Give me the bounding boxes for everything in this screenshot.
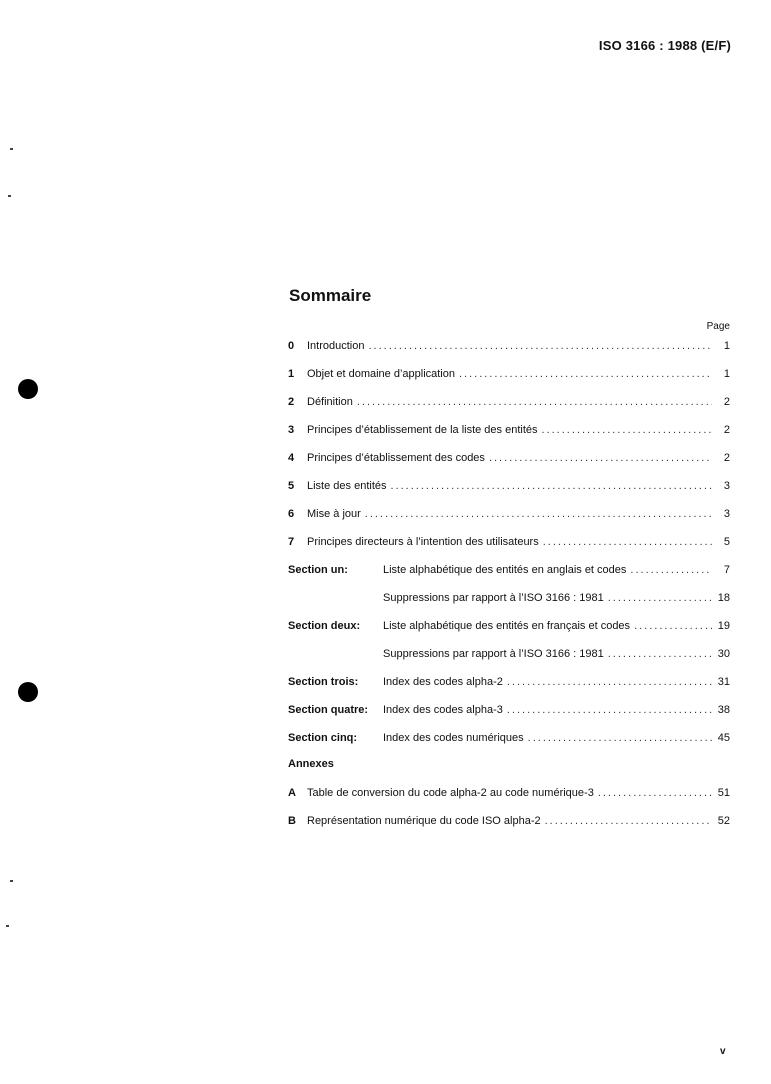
leader-dots [507, 704, 712, 716]
toc-entry-number: 7 [288, 536, 295, 548]
toc-section-entry[interactable] [288, 704, 730, 720]
toc-entry-page: 30 [717, 648, 730, 660]
leader-dots [545, 815, 712, 827]
scan-speck [10, 148, 13, 150]
toc-entry-page: 19 [717, 620, 730, 632]
toc-entry-page: 3 [723, 508, 730, 520]
toc-entry-label: Index des codes alpha-2 [383, 676, 503, 688]
toc-entry-page: 2 [723, 452, 730, 464]
leader-dots [368, 340, 712, 352]
annexes-heading: Annexes [288, 758, 334, 770]
toc-entry-page: 2 [723, 396, 730, 408]
toc-entry-label: Principes d’établissement des codes [307, 452, 485, 464]
toc-entry-page: 51 [717, 787, 730, 799]
leader-dots [365, 508, 712, 520]
toc-entry-label: Suppressions par rapport à l’ISO 3166 : 1981 [383, 648, 604, 660]
toc-entry-page: 5 [723, 536, 730, 548]
document-header: ISO 3166 : 1988 (E/F) [598, 38, 731, 53]
toc-entry-label: Liste des entités [307, 480, 387, 492]
scan-speck [6, 925, 9, 927]
toc-entry-label: Représentation numérique du code ISO alpha-2 [307, 815, 541, 827]
section-name: Section cinq: [288, 732, 358, 744]
toc-entry-page: 38 [717, 704, 730, 716]
toc-entry-page: 52 [717, 815, 730, 827]
toc-entry-label: Suppressions par rapport à l’ISO 3166 : 1981 [383, 592, 604, 604]
toc-entry[interactable] [288, 424, 730, 440]
leader-dots [391, 480, 713, 492]
toc-entry-number: 0 [288, 340, 295, 352]
toc-section-entry[interactable] [288, 564, 730, 580]
scan-speck [10, 880, 13, 882]
toc-annex-entry[interactable] [288, 787, 730, 803]
leader-dots [543, 536, 712, 548]
toc-section-entry[interactable] [288, 592, 730, 608]
toc-entry-label: Liste alphabétique des entités en anglais et codes [383, 564, 627, 576]
section-name: Section un: [288, 564, 348, 576]
toc-entry-page: 3 [723, 480, 730, 492]
toc-entry-number: 1 [288, 368, 295, 380]
leader-dots [608, 648, 712, 660]
toc-entry-page: 31 [717, 676, 730, 688]
toc-entry-label: Index des codes alpha-3 [383, 704, 503, 716]
toc-entry-label: Table de conversion du code alpha-2 au code numérique-3 [307, 787, 594, 799]
annex-letter: A [288, 787, 296, 799]
page-number: v [720, 1046, 726, 1057]
leader-dots [459, 368, 712, 380]
punch-hole [18, 682, 38, 702]
page-column-header: Page [706, 321, 730, 332]
toc-entry-label: Objet et domaine d’application [307, 368, 455, 380]
leader-dots [608, 592, 712, 604]
toc-entry-number: 2 [288, 396, 295, 408]
leader-dots [357, 396, 712, 408]
toc-entry-label: Mise à jour [307, 508, 361, 520]
toc-entry-number: 3 [288, 424, 295, 436]
toc-entry-label: Index des codes numériques [383, 732, 524, 744]
punch-hole [18, 379, 38, 399]
toc-section-entry[interactable] [288, 620, 730, 636]
toc-entry-page: 2 [723, 424, 730, 436]
toc-entry[interactable] [288, 508, 730, 524]
toc-entry[interactable] [288, 396, 730, 412]
section-name: Section trois: [288, 676, 359, 688]
section-name: Section quatre: [288, 704, 369, 716]
toc-entry[interactable] [288, 452, 730, 468]
leader-dots [634, 620, 712, 632]
toc-entry-label: Définition [307, 396, 353, 408]
scan-speck [8, 195, 11, 197]
leader-dots [542, 424, 712, 436]
toc-section-entry[interactable] [288, 732, 730, 748]
toc-entry-page: 7 [723, 564, 730, 576]
toc-entry-label: Principes directeurs à l’intention des utilisateurs [307, 536, 539, 548]
toc-entry-label: Principes d’établissement de la liste des entités [307, 424, 538, 436]
annex-letter: B [288, 815, 296, 827]
toc-entry-page: 1 [723, 368, 730, 380]
toc-section-entry[interactable] [288, 648, 730, 664]
toc-entry-number: 5 [288, 480, 295, 492]
toc-entry-number: 4 [288, 452, 295, 464]
leader-dots [630, 564, 712, 576]
toc-entry-page: 1 [723, 340, 730, 352]
toc-annex-entry[interactable] [288, 815, 730, 831]
leader-dots [489, 452, 712, 464]
leader-dots [598, 787, 712, 799]
toc-entry-number: 6 [288, 508, 295, 520]
toc-title: Sommaire [289, 286, 372, 305]
toc-entry-label: Liste alphabétique des entités en français et codes [383, 620, 631, 632]
leader-dots [507, 676, 712, 688]
toc-entry[interactable] [288, 368, 730, 384]
toc-section-entry[interactable] [288, 676, 730, 692]
toc-entry[interactable] [288, 340, 730, 356]
toc-entry-page: 18 [717, 592, 730, 604]
section-name: Section deux: [288, 620, 361, 632]
toc-entry-page: 45 [717, 732, 730, 744]
toc-entry-label: Introduction [307, 340, 365, 352]
leader-dots [528, 732, 712, 744]
toc-entry[interactable] [288, 480, 730, 496]
toc-entry[interactable] [288, 536, 730, 552]
